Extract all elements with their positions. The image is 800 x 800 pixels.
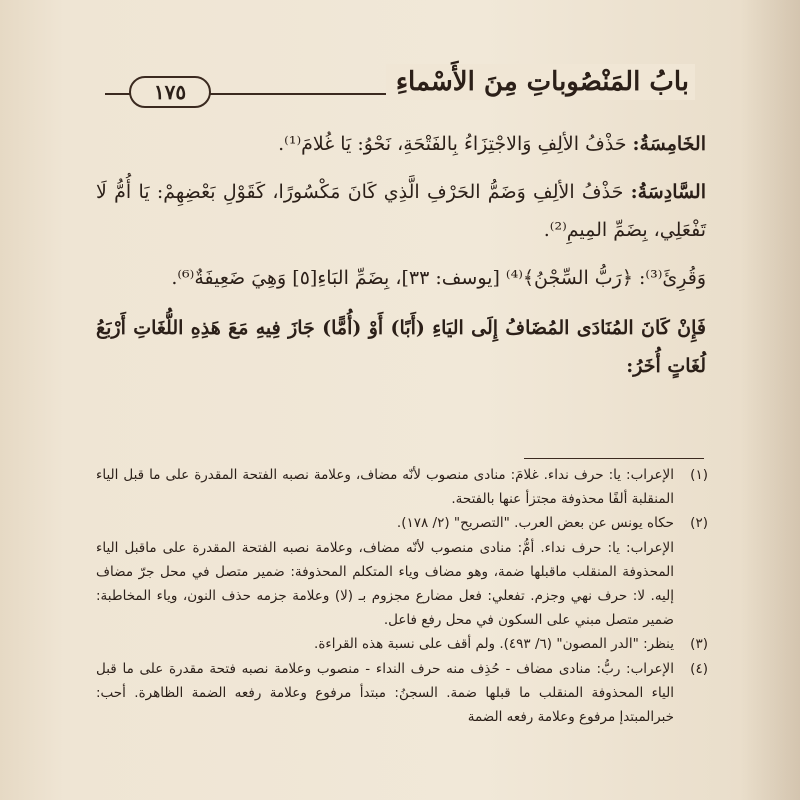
text-fifth: حَذْفُ الألِفِ وَالاجْتِزَاءُ بِالفَتْحَةِ، نَحْوُ: يَا غُلامَ⁽¹⁾. xyxy=(278,133,627,155)
footnote-number: (٣) xyxy=(690,636,708,653)
footnote-line: حكاه يونس عن بعض العرب. "التصريح" (٢/ ١٧٨). xyxy=(396,515,674,532)
page-header xyxy=(105,64,695,108)
main-text xyxy=(96,125,706,395)
footnote-number: (٢) xyxy=(690,515,708,532)
chapter-title: بابُ المَنْصُوباتِ مِنَ الأَسْماءِ xyxy=(386,64,695,100)
footnote-line: الإعراب: ربُّ: منادى مضاف - حُذِف منه حرف النداء - منصوب وعلامة نصبه فتحة مقدرة على ما قبل الياء المحذوفة المنقلب ما قبلها ضمة. السجنُ: مبتدأ مرفوع وعلامة رفعه الضمة الظاهرة. أحب: خبرالمبتدإ مرفوع وعلامة رفعه الضمة xyxy=(96,660,674,726)
footnote-body xyxy=(96,511,674,632)
footnote-line: ينظر: "الدر المصون" (٦/ ٤٩٣). ولم أقف على نسبة هذه القراءة. xyxy=(314,636,674,653)
page-spine-shadow xyxy=(740,0,800,800)
footnote-body xyxy=(96,657,674,730)
footnote-body xyxy=(96,632,674,656)
footnote-body xyxy=(96,463,674,511)
footnote-number: (٤) xyxy=(690,660,708,677)
page-number: ١٧٥ xyxy=(129,76,211,108)
footnotes xyxy=(96,463,708,729)
footnote-line: الإعراب: يا: حرف نداء. غلامَ: منادى منصوب لأنّه مضاف، وعلامة نصبه الفتحة المقدرة على ما قبل الياء المنقلبة ألفًا محذوفة مجتزأ عنها بالفتحة. xyxy=(96,467,674,508)
footnote-number: (١) xyxy=(690,467,708,483)
paragraph-conclusion: فَإِنْ كَانَ المُنَادَى المُضَافُ إِلَى اليَاءِ (أَبًا) أَوْ (أُمًّا) جَازَ فِيهِ مَعَ هَذِهِ اللُّغَاتِ أَرْبَعُ لُغَاتٍ أُخَرُ: xyxy=(96,317,706,377)
term-sixth: السَّادِسَةُ: xyxy=(630,181,706,203)
footnote-3 xyxy=(96,632,708,656)
paragraph-sixth xyxy=(96,173,706,249)
paragraph-reading: وَقُرِئَ⁽³⁾: ﴿رَبُّ السِّجْنُ﴾⁽⁴⁾ [يوسف: ٣٣]، بِضَمِّ البَاءِ[٥] وَهِيَ ضَعِيفَةٌ⁽⁶⁾. xyxy=(171,267,706,289)
footnote-4 xyxy=(96,657,708,730)
footnote-2 xyxy=(96,511,708,632)
text-sixth: حَذْفُ الألِفِ وَضَمُّ الحَرْفِ الَّذِي كَانَ مَكْسُورًا، كَقَوْلِ بَعْضِهِمْ: يَا أُمُّ لَا تَفْعَلِي، بِضَمِّ المِيمِ⁽²⁾. xyxy=(96,181,706,241)
footnote-1 xyxy=(96,463,708,511)
footnote-divider xyxy=(524,458,704,459)
paragraph-fifth xyxy=(96,125,706,163)
term-fifth: الخَامِسَةُ: xyxy=(632,133,706,155)
footnote-line: الإعراب: يا: حرف نداء. أمُّ: منادى منصوب لأنّه مضاف، وعلامة نصبه الفتحة المقدرة على ماقبل الياء المحذوفة المنقلب ماقبلها ضمة، وهو مضاف وياء المتكلم المحذوفة: ضمير متصل في محل جرّ مضاف إليه. لا: حرف نهي وجزم. تفعلي: فعل مضارع مجزوم بـ (لا) وعلامة جزمه حذف النون، وياء المخاطبة: ضمير متصل مبني على السكون في محل رفع فاعل. xyxy=(96,539,674,629)
